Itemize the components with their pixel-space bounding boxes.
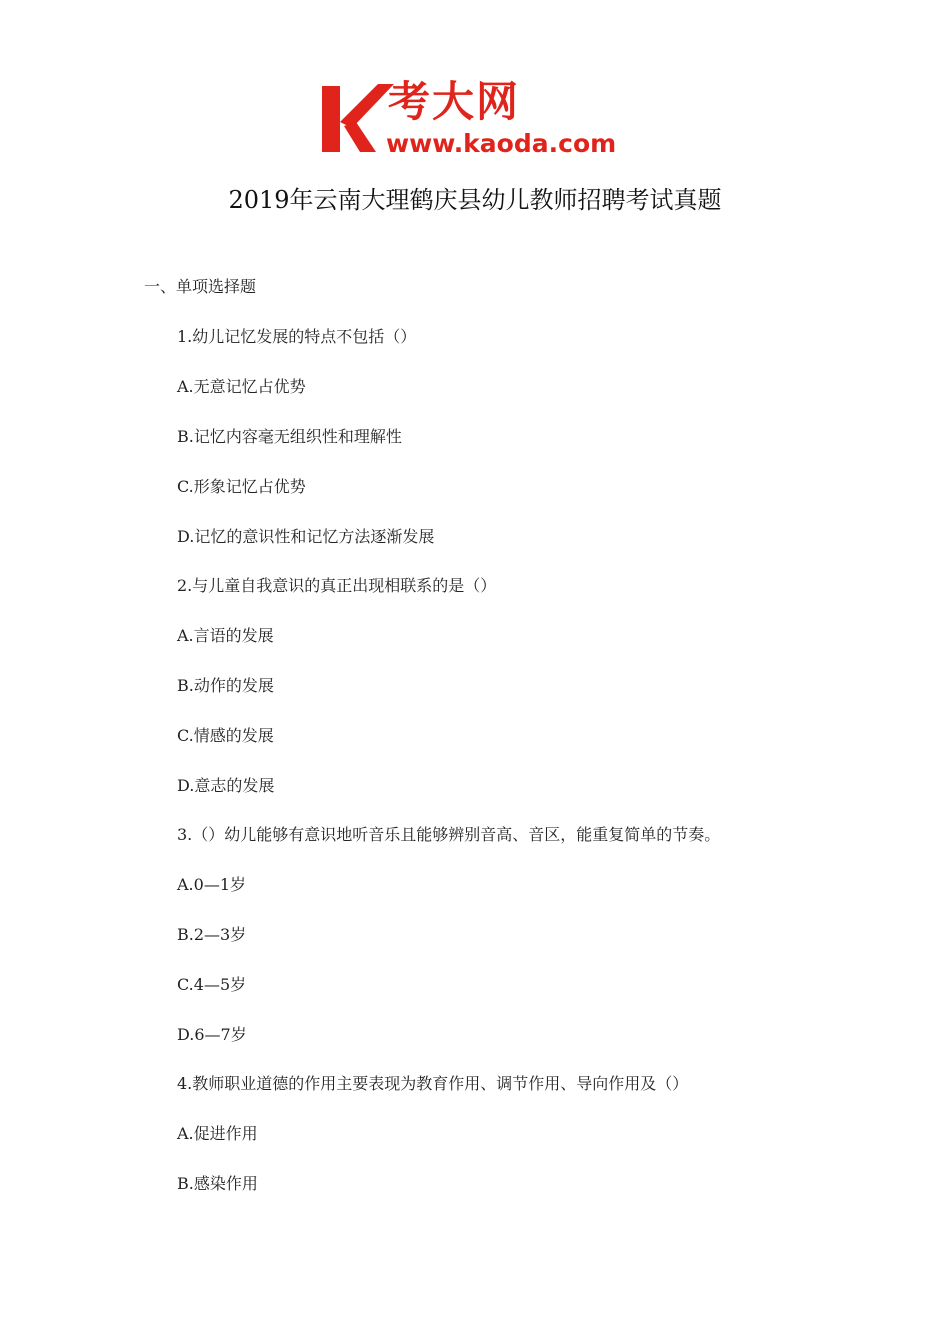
question-1: 1.幼儿记忆发展的特点不包括（） — [177, 327, 417, 346]
question-4-option-b: B.感染作用 — [177, 1174, 258, 1193]
question-3-option-b: B.2—3岁 — [177, 925, 247, 944]
question-1-option-b: B.记忆内容毫无组织性和理解性 — [177, 427, 402, 446]
logo-brand-text: 考大网 — [388, 77, 521, 126]
question-3-option-d: D.6—7岁 — [177, 1025, 247, 1044]
question-3: 3.（）幼儿能够有意识地听音乐且能够辨别音高、音区，能重复简单的节奏。 — [177, 825, 721, 844]
question-3-option-a: A.0—1岁 — [177, 875, 247, 894]
question-2-option-b: B.动作的发展 — [177, 676, 274, 695]
question-1-option-a: A.无意记忆占优势 — [177, 377, 306, 396]
question-3-option-c: C.4—5岁 — [177, 975, 247, 994]
logo-url-text: www.kaoda.com — [386, 129, 617, 158]
question-4-option-a: A.促进作用 — [177, 1124, 258, 1143]
section-heading: 一、单项选择题 — [144, 277, 257, 296]
question-1-option-d: D.记忆的意识性和记忆方法逐渐发展 — [177, 527, 435, 546]
question-2: 2.与儿童自我意识的真正出现相联系的是（） — [177, 576, 497, 595]
question-4: 4.教师职业道德的作用主要表现为教育作用、调节作用、导向作用及（） — [177, 1074, 689, 1093]
question-2-option-d: D.意志的发展 — [177, 776, 275, 795]
kaoda-logo — [318, 77, 638, 160]
question-1-option-c: C.形象记忆占优势 — [177, 477, 306, 496]
question-2-option-c: C.情感的发展 — [177, 726, 274, 745]
k-logo-mark — [318, 82, 396, 156]
question-2-option-a: A.言语的发展 — [177, 626, 274, 645]
document-title: 2019年云南大理鹤庆县幼儿教师招聘考试真题 — [228, 186, 722, 214]
